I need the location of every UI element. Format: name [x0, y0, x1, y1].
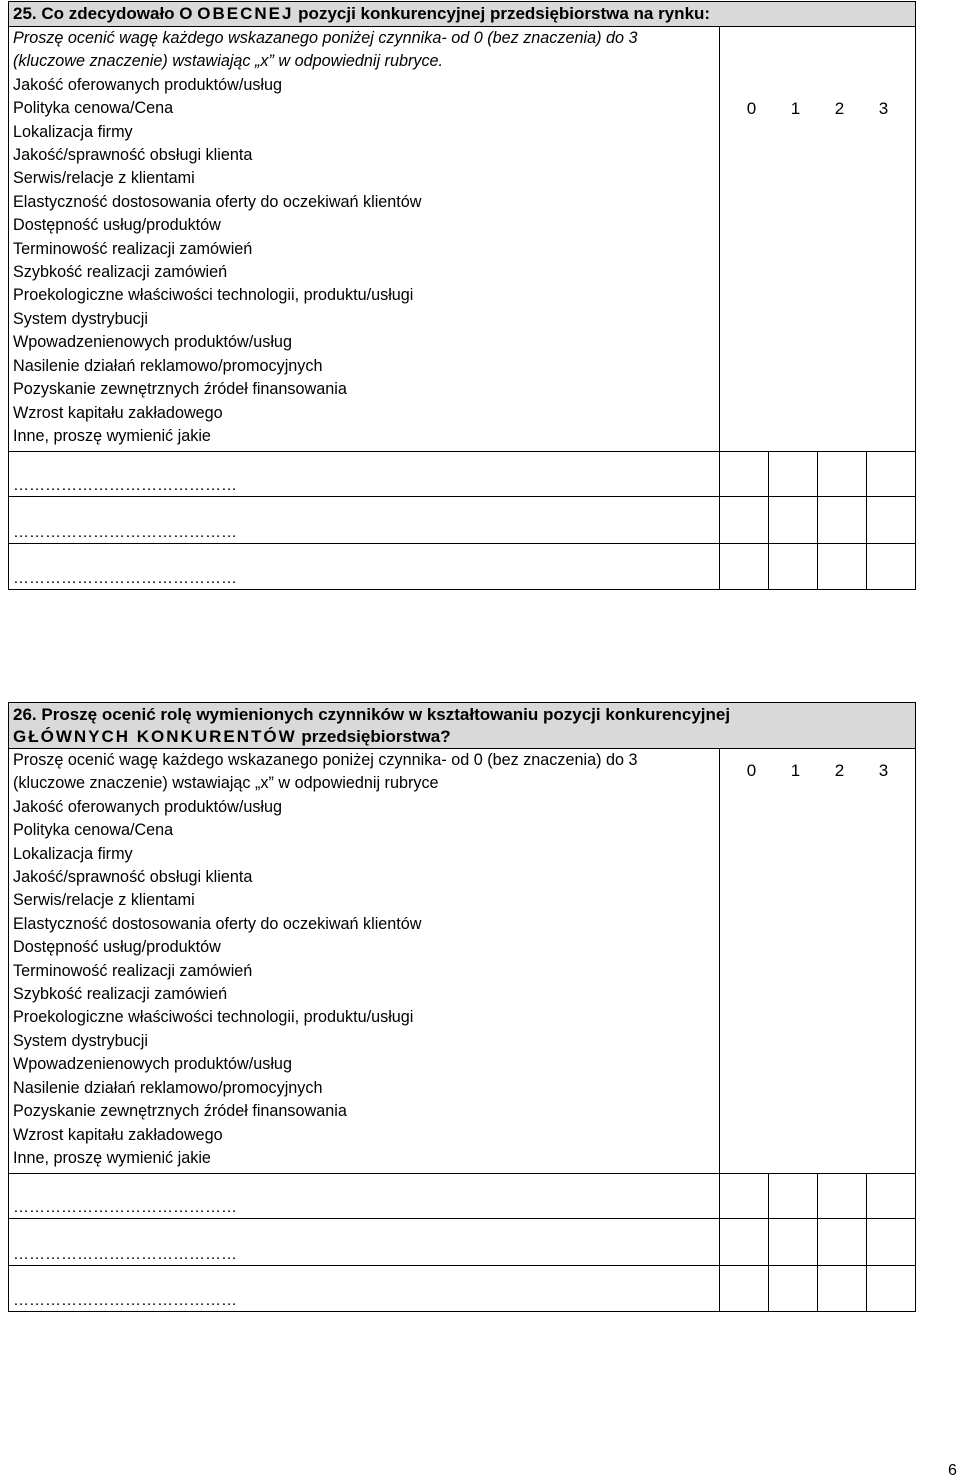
answer-line[interactable]	[9, 544, 720, 590]
question-26-title-line-1: Proszę ocenić rolę wymienionych czynników w kształtowaniu pozycji konkurencyjnej	[41, 705, 731, 724]
question-26-header	[9, 703, 916, 749]
rating-cell[interactable]	[867, 452, 916, 497]
question-25-factor-list	[9, 27, 720, 452]
scale-0-label: 0	[746, 761, 757, 780]
factor-item: Dostępność usług/produktów	[13, 938, 221, 957]
blank-line-text: ……………………………………	[13, 524, 237, 541]
question-25-title-post: pozycji konkurencyjnej przedsiębiorstwa na rynku:	[298, 4, 711, 23]
rating-cell[interactable]	[818, 1174, 867, 1219]
scale-0-label: 0	[746, 99, 757, 118]
scale-3-label: 3	[878, 99, 889, 118]
question-26-factor-list	[9, 749, 720, 1174]
rating-cell[interactable]	[867, 1174, 916, 1219]
question-25-header	[9, 2, 916, 27]
factor-item: Jakość/sprawność obsługi klienta	[13, 146, 253, 165]
rating-cell[interactable]	[818, 497, 867, 544]
question-25	[8, 1, 915, 590]
factor-item: Lokalizacja firmy	[13, 844, 133, 863]
rating-cell[interactable]	[769, 1219, 818, 1266]
factor-item: Inne, proszę wymienić jakie	[13, 426, 211, 445]
factor-item: Elastyczność dostosowania oferty do oczekiwań klientów	[13, 914, 422, 933]
factor-item: Terminowość realizacji zamówień	[13, 239, 253, 258]
rating-cell[interactable]	[769, 452, 818, 497]
rating-cell[interactable]	[720, 1219, 769, 1266]
factor-item: Terminowość realizacji zamówień	[13, 961, 253, 980]
rating-cell[interactable]	[720, 1174, 769, 1219]
question-26-table	[8, 702, 916, 1312]
factor-item: Polityka cenowa/Cena	[13, 821, 174, 840]
answer-line[interactable]	[9, 452, 720, 497]
rating-cell[interactable]	[818, 1219, 867, 1266]
factor-item: System dystrybucji	[13, 1031, 148, 1050]
question-25-instruction-1: Proszę ocenić wagę każdego wskazanego poniżej czynnika- od 0 (bez znaczenia) do 3	[13, 29, 638, 47]
factor-item: Wpowadzenienowych produktów/usług	[13, 333, 292, 352]
factor-item: Jakość oferowanych produktów/usług	[13, 797, 283, 816]
factor-item: Proekologiczne właściwości technologii, produktu/usługi	[13, 1008, 414, 1027]
factor-item: Jakość oferowanych produktów/usług	[13, 75, 283, 94]
rating-cell[interactable]	[867, 1219, 916, 1266]
rating-cell[interactable]	[720, 544, 769, 590]
rating-cell[interactable]	[867, 1266, 916, 1312]
rating-cell[interactable]	[769, 1174, 818, 1219]
factor-item: Wzrost kapitału zakładowego	[13, 1125, 223, 1144]
question-26-title-emphasis: GŁÓWNYCH KONKURENTÓW	[13, 727, 297, 746]
blank-line-text: ……………………………………	[13, 1246, 237, 1263]
factor-item: Dostępność usług/produktów	[13, 216, 221, 235]
rating-cell[interactable]	[720, 1266, 769, 1312]
rating-cell[interactable]	[769, 1266, 818, 1312]
factor-item: Wpowadzenienowych produktów/usług	[13, 1055, 292, 1074]
scale-3-label: 3	[878, 761, 889, 780]
rating-cell[interactable]	[769, 497, 818, 544]
blank-line-text: ……………………………………	[13, 570, 237, 587]
question-26	[8, 702, 915, 1312]
question-26-number: 26.	[13, 705, 37, 724]
question-26-scale-header	[720, 749, 916, 1174]
factor-item: Elastyczność dostosowania oferty do oczekiwań klientów	[13, 192, 422, 211]
factor-item: Serwis/relacje z klientami	[13, 891, 195, 910]
factor-item: Pozyskanie zewnętrznych źródeł finansowania	[13, 380, 347, 399]
rating-cell[interactable]	[867, 497, 916, 544]
factor-item: Proekologiczne właściwości technologii, produktu/usługi	[13, 286, 414, 305]
page-number: 6	[948, 1462, 957, 1479]
answer-line[interactable]	[9, 1174, 720, 1219]
answer-line[interactable]	[9, 497, 720, 544]
factor-item: Nasilenie działań reklamowo/promocyjnych	[13, 356, 323, 375]
question-25-title-pre: Co zdecydowało O	[41, 4, 193, 23]
factor-item: Pozyskanie zewnętrznych źródeł finansowania	[13, 1102, 347, 1121]
factor-item: Lokalizacja firmy	[13, 122, 133, 141]
question-25-table	[8, 1, 916, 590]
question-25-instruction-2: (kluczowe znaczenie) wstawiając „x” w odpowiednij rubryce.	[13, 52, 444, 71]
rating-cell[interactable]	[818, 452, 867, 497]
blank-line-text: ……………………………………	[13, 1292, 237, 1309]
question-25-title-emphasis: OBECNEJ	[197, 4, 294, 23]
question-26-instruction-1: Proszę ocenić wagę każdego wskazanego poniżej czynnika- od 0 (bez znaczenia) do 3	[13, 751, 638, 769]
rating-cell[interactable]	[818, 1266, 867, 1312]
question-25-number: 25.	[13, 4, 37, 23]
answer-line[interactable]	[9, 1266, 720, 1312]
answer-line[interactable]	[9, 1219, 720, 1266]
factor-item: Polityka cenowa/Cena	[13, 99, 174, 118]
question-26-instruction-2: (kluczowe znaczenie) wstawiając „x” w odpowiednij rubryce	[13, 774, 439, 793]
rating-cell[interactable]	[720, 497, 769, 544]
factor-item: Serwis/relacje z klientami	[13, 169, 195, 188]
rating-cell[interactable]	[867, 544, 916, 590]
factor-item: Szybkość realizacji zamówień	[13, 263, 228, 282]
rating-cell[interactable]	[818, 544, 867, 590]
factor-item: Szybkość realizacji zamówień	[13, 985, 228, 1004]
scale-2-label: 2	[834, 99, 845, 118]
factor-item: Jakość/sprawność obsługi klienta	[13, 868, 253, 887]
scale-1-label: 1	[790, 761, 801, 780]
scale-2-label: 2	[834, 761, 845, 780]
rating-cell[interactable]	[720, 452, 769, 497]
scale-1-label: 1	[790, 99, 801, 118]
question-26-title-post: przedsiębiorstwa?	[301, 727, 451, 746]
blank-line-text: ……………………………………	[13, 1199, 237, 1216]
factor-item: System dystrybucji	[13, 309, 148, 328]
rating-cell[interactable]	[769, 544, 818, 590]
question-25-scale-header	[720, 27, 916, 452]
factor-item: Inne, proszę wymienić jakie	[13, 1148, 211, 1167]
blank-line-text: ……………………………………	[13, 477, 237, 494]
factor-item: Nasilenie działań reklamowo/promocyjnych	[13, 1078, 323, 1097]
factor-item: Wzrost kapitału zakładowego	[13, 403, 223, 422]
